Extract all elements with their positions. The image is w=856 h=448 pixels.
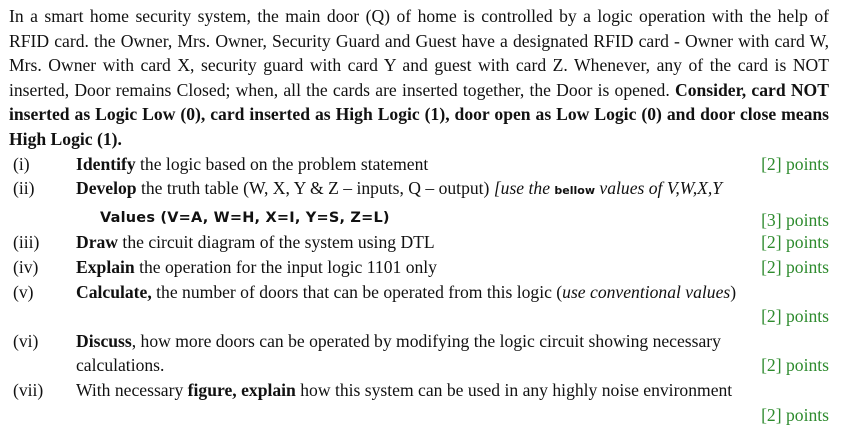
question-iv — [9, 255, 829, 280]
question-vi — [9, 329, 829, 378]
question-italic-text: [use the — [493, 178, 555, 199]
intro-bold-text: Consider, card NOT inserted as Logic Low (0), card inserted as High Logic (1), door open as Low Logic (0) and door close means High Logic (1). — [9, 79, 829, 149]
question-text: the logic based on the problem statement — [135, 153, 429, 174]
problem-statement — [9, 4, 829, 152]
question-number: (iv) — [13, 256, 39, 277]
question-verb: Identify — [76, 153, 136, 174]
question-document — [9, 4, 829, 427]
intro-text: In a smart home security system, the main door (Q) of home is controlled by a logic operation with the help of RFID card. the Owner, Mrs. Owner, Security Guard and Guest have a designated RFID card - Owner with card W, Mrs. Owner with card X, security guard with card Y and guest with card Z. Whenever, any of the card is NOT inserted, Door remains Closed; when, all the cards are inserted together, the Door is opened. — [9, 6, 829, 100]
question-number: (ii) — [13, 178, 35, 199]
question-text-end: ) — [730, 281, 737, 302]
points-label: [2] points — [761, 232, 829, 253]
question-vii — [9, 378, 829, 427]
question-text: the circuit diagram of the system using DTL — [118, 232, 435, 253]
question-number: (vii) — [13, 379, 44, 400]
question-verb: Develop — [76, 178, 137, 199]
question-number: (i) — [13, 153, 30, 174]
question-number: (iii) — [13, 232, 40, 253]
points-label: [2] points — [761, 153, 829, 174]
question-italic-text: values of V,W,X,Y — [595, 178, 723, 199]
question-iii — [9, 230, 829, 255]
question-number: (vi) — [13, 330, 39, 351]
question-verb: Explain — [76, 256, 135, 277]
points-label: [3] points — [761, 209, 829, 230]
question-text-continued: calculations. — [76, 355, 165, 376]
question-i — [9, 152, 829, 177]
question-text: With necessary — [76, 379, 188, 400]
question-text: the number of doors that can be operated from this logic ( — [151, 281, 563, 302]
question-italic-text: use conventional values — [562, 281, 731, 302]
question-text: the operation for the input logic 1101 only — [134, 256, 437, 277]
question-text: the truth table (W, X, Y & Z – inputs, Q – output) — [136, 178, 494, 199]
points-label: [2] points — [761, 256, 829, 277]
points-label: [2] points — [761, 404, 829, 425]
question-verb: Discuss — [76, 330, 132, 351]
question-verb: Draw — [76, 232, 119, 253]
question-verb: figure, explain — [187, 379, 296, 400]
question-ii — [9, 176, 829, 230]
question-verb: Calculate, — [76, 281, 152, 302]
question-text: , how more doors can be operated by modifying the logic circuit showing necessary — [131, 330, 721, 351]
values-line: Values (V=A, W=H, X=I, Y=S, Z=L) — [100, 209, 390, 226]
question-small-text: bellow — [554, 184, 596, 198]
question-text: how this system can be used in any highly noise environment — [295, 379, 733, 400]
points-label: [2] points — [761, 306, 829, 327]
question-number: (v) — [13, 281, 34, 302]
points-label: [2] points — [761, 355, 829, 376]
question-v — [9, 280, 829, 329]
